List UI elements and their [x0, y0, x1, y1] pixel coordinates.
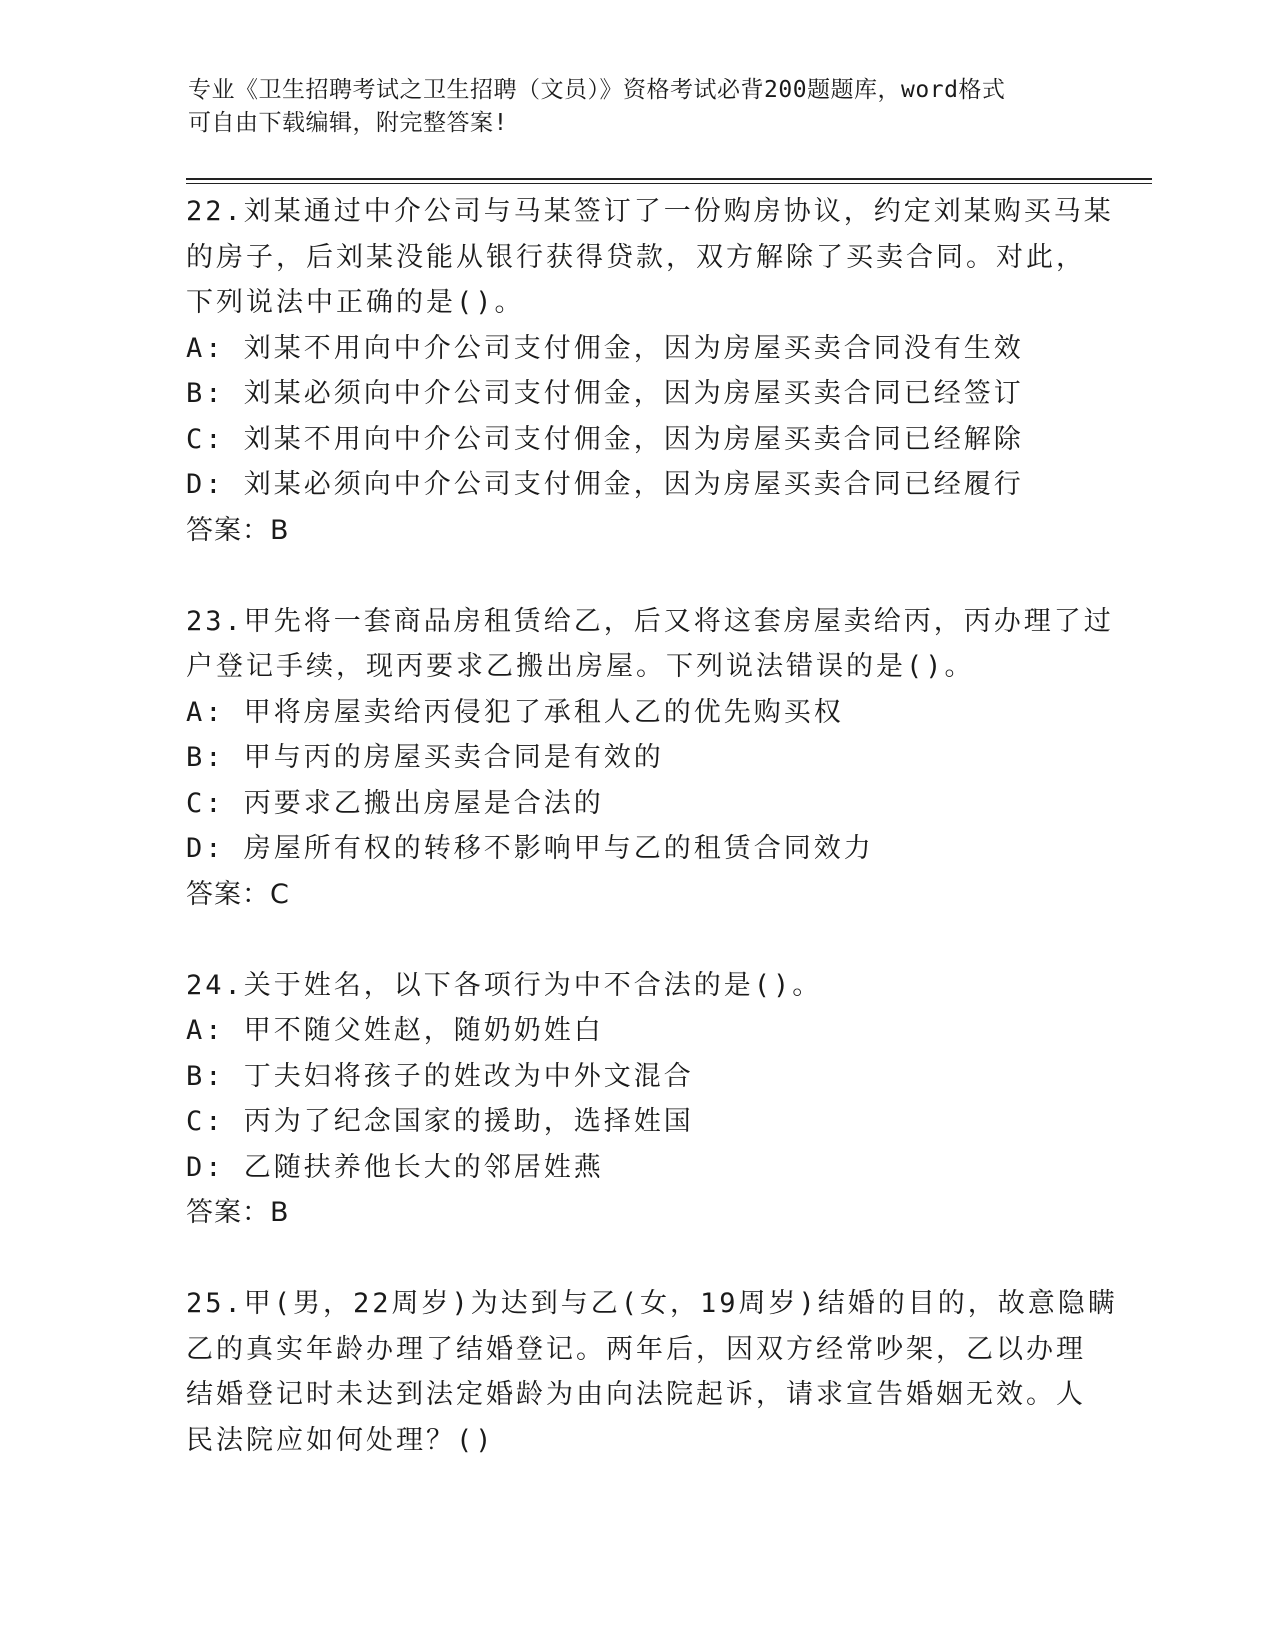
- question-stem-line: 24.关于姓名，以下各项行为中不合法的是()。: [186, 969, 823, 1001]
- question-25: [186, 1281, 1118, 1463]
- option-d: D: 刘某必须向中介公司支付佣金，因为房屋买卖合同已经履行: [186, 469, 1024, 500]
- question-stem-line: 23.甲先将一套商品房租赁给乙，后又将这套房屋卖给丙，丙办理了过: [186, 605, 1114, 637]
- header-rule-thin: [186, 183, 1152, 184]
- header-line-1: 专业《卫生招聘考试之卫生招聘（文员）》资格考试必背200题题库，word格式: [188, 77, 1006, 103]
- question-stem-line: 22.刘某通过中介公司与马某签订了一份购房协议，约定刘某购买马某: [186, 196, 1114, 227]
- option-d: D: 房屋所有权的转移不影响甲与乙的租赁合同效力: [186, 833, 874, 864]
- option-b: B: 甲与丙的房屋买卖合同是有效的: [186, 742, 664, 773]
- option-b: B: 丁夫妇将孩子的姓改为中外文混合: [186, 1060, 694, 1092]
- answer-label: 答案：B: [186, 514, 290, 546]
- question-stem-line: 结婚登记时未达到法定婚龄为由向法院起诉，请求宣告婚姻无效。人: [186, 1379, 1086, 1410]
- question-stem-line: 的房子，后刘某没能从银行获得贷款，双方解除了买卖合同。对此，: [186, 241, 1086, 273]
- question-23: [186, 599, 1114, 918]
- option-c: C: 刘某不用向中介公司支付佣金，因为房屋买卖合同已经解除: [186, 423, 1024, 455]
- question-spacer: [186, 553, 1106, 599]
- document-header: [188, 74, 1088, 140]
- question-spacer: [186, 1236, 1106, 1282]
- option-c: C: 丙为了纪念国家的援助，选择姓国: [186, 1106, 694, 1137]
- question-24: [186, 963, 1106, 1236]
- option-d: D: 乙随扶养他长大的邻居姓燕: [186, 1151, 604, 1183]
- question-stem-line: 户登记手续，现丙要求乙搬出房屋。下列说法错误的是()。: [186, 651, 975, 682]
- question-list: [186, 189, 1118, 1463]
- question-stem-line: 25.甲(男，22周岁)为达到与乙(女，19周岁)结婚的目的，故意隐瞒: [186, 1288, 1118, 1319]
- option-a: A: 甲不随父姓赵，随奶奶姓白: [186, 1015, 604, 1046]
- option-a: A: 甲将房屋卖给丙侵犯了承租人乙的优先购买权: [186, 696, 844, 728]
- question-stem-line: 乙的真实年龄办理了结婚登记。两年后，因双方经常吵架，乙以办理: [186, 1333, 1086, 1365]
- header-rule-thick: [186, 178, 1152, 180]
- question-spacer: [186, 917, 1106, 963]
- header-line-2: 可自由下载编辑，附完整答案!: [188, 110, 508, 136]
- answer-label: 答案：B: [186, 1197, 290, 1228]
- option-a: A: 刘某不用向中介公司支付佣金，因为房屋买卖合同没有生效: [186, 332, 1024, 364]
- answer-label: 答案：C: [186, 878, 290, 910]
- option-b: B: 刘某必须向中介公司支付佣金，因为房屋买卖合同已经签订: [186, 378, 1024, 409]
- question-stem-line: 民法院应如何处理？(): [186, 1424, 495, 1456]
- option-c: C: 丙要求乙搬出房屋是合法的: [186, 787, 604, 819]
- question-22: [186, 189, 1114, 553]
- question-stem-line: 下列说法中正确的是()。: [186, 287, 525, 318]
